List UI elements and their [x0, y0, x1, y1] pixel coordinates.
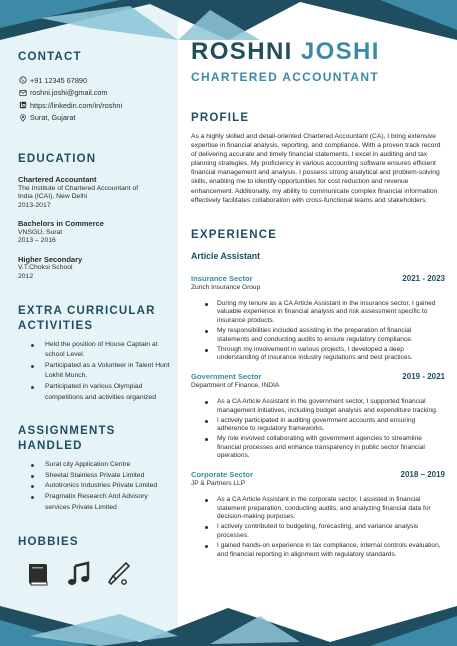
bottom-decorative-band — [0, 606, 457, 646]
hobby-icons — [26, 560, 170, 588]
profile-heading: PROFILE — [191, 112, 250, 124]
extra-heading-line2: ACTIVITIES — [18, 319, 94, 332]
linkedin-icon — [18, 101, 27, 110]
contact-location-text: Surat, Gujarat — [30, 113, 76, 123]
job-title: Corporate Sector — [191, 470, 254, 480]
job-title: Insurance Sector — [191, 273, 253, 283]
list-item: I actively participated in auditing government accounts and ensuring adherence to regulatory frameworks. — [203, 417, 445, 434]
contact-phone[interactable] — [18, 74, 170, 87]
location-icon — [18, 113, 27, 122]
list-item: During my tenure as a CA Article Assistant in the insurance sector, I gained valuable experience in financial analysis and risk assessment specific to insurance products. — [203, 300, 445, 326]
education-line: V.T.Choksi School — [18, 264, 73, 272]
contact-email[interactable] — [18, 87, 170, 100]
job-entry — [191, 274, 445, 363]
education-line: 2013 – 2016 — [18, 237, 56, 245]
job-dates: 2019 - 2021 — [402, 371, 445, 381]
list-item: My responsibilities included assisting in the preparation of financial statements and conducting audits to ensure regulatory compliance. — [203, 327, 445, 344]
experience-heading: EXPERIENCE — [191, 228, 278, 241]
profile-text: As a highly skilled and detail-oriented Chartered Accountant (CA), I bring extensive expertise in financial analysis, reporting, and compliance. With a proven track record of delivering accurate and timely financial statements, I excel in auditing and tax planning strategies. My proficiency in various accounting software ensures efficient financial management and analysis. I possess strong analytical and problem-solving skills, enabling me to identify opportunities for cost reduction and revenue enhancement. Additionally, my ability to communicate complex financial information effectively facilitates collaboration with cross-functional teams and stakeholders. — [191, 133, 441, 204]
education-line: 2012 — [18, 273, 34, 281]
list-item: Participated as a Volunteer in Talent Hunt Lokhit Munch. — [18, 361, 170, 382]
job-org: JP & Partners LLP — [191, 480, 246, 488]
contact-linkedin[interactable] — [18, 99, 170, 112]
education-entry — [18, 175, 170, 210]
music-note-icon — [66, 560, 92, 588]
cricket-bat-icon — [106, 560, 132, 588]
education-title: Higher Secondary — [18, 254, 83, 264]
whatsapp-icon — [18, 76, 27, 85]
experience-subheading: Article Assistant — [191, 250, 261, 261]
candidate-role: CHARTERED ACCOUNTANT — [191, 70, 379, 84]
contact-location — [18, 112, 170, 125]
list-item: Through my involvement in various projects, I developed a deep understanding of insurance industry regulations and best practices. — [203, 346, 445, 363]
list-item: Pragmatix Research And Advisory services Private Limited — [18, 492, 170, 513]
job-bullets — [203, 398, 445, 461]
list-item: Surat city Application Centre — [18, 460, 170, 471]
contact-linkedin-text: https://linkedin.com/in/roshni — [30, 100, 123, 110]
job-title: Government Sector — [191, 371, 262, 381]
main-content — [191, 38, 445, 561]
list-item: I actively contributed to budgeting, forecasting, and variance analysis processes. — [203, 523, 445, 540]
contact-heading: CONTACT — [18, 51, 82, 63]
list-item: Sheetal Stainless Private Limited — [18, 471, 170, 482]
sidebar — [18, 50, 170, 588]
job-org: Zurich Insurance Group — [191, 283, 261, 291]
extra-heading-line1: EXTRA CURRICULAR — [18, 304, 156, 317]
assignments-list — [18, 460, 170, 513]
assignments-heading: ASSIGNMENTS HANDLED — [18, 425, 116, 453]
contact-email-text: roshni.joshi@gmail.com — [30, 88, 108, 98]
education-line: India (ICAI), New Delhi — [18, 193, 88, 201]
list-item: Autotronics Industries Private Limited — [18, 481, 170, 492]
last-name: JOSHI — [300, 38, 380, 65]
top-decorative-band — [0, 0, 457, 40]
list-item: Held the position of House Captain at school Level. — [18, 340, 170, 361]
job-dates: 2021 - 2023 — [402, 273, 445, 283]
education-title: Bachelors in Commerce — [18, 219, 104, 229]
list-item: As a CA Article Assistant in the corporate sector, I assisted in financial statement preparation, conducting audits, and analyzing financial data for decision-making purposes. — [203, 496, 445, 522]
education-line: The Institute of Chartered Accountant of — [18, 184, 139, 192]
job-dates: 2018 – 2019 — [400, 470, 445, 480]
list-item: As a CA Article Assistant in the government sector, I supported financial management initiatives, including budget analysis and expenditure tracking. — [203, 398, 445, 415]
extra-curricular-list — [18, 340, 170, 404]
education-heading: EDUCATION — [18, 153, 97, 165]
education-entry — [18, 255, 170, 282]
contact-phone-text: +91 12345 67890 — [30, 75, 88, 85]
education-line: VNSGU, Surat — [18, 228, 63, 236]
list-item: I gained hands-on experience in tax compliance, internal controls evaluation, and financial reporting in alignment with regulatory standards. — [203, 542, 445, 559]
book-icon — [26, 560, 52, 588]
candidate-name — [191, 38, 445, 66]
list-item: My role involved collaborating with government agencies to streamline financial processes and enhance transparency in public sector financial operations. — [203, 435, 445, 461]
extra-curricular-heading — [18, 304, 170, 334]
job-org: Department of Finance, INDIA — [191, 381, 280, 389]
list-item: Participated in various Olympiad competitions and activities organized — [18, 382, 170, 403]
job-bullets — [203, 300, 445, 363]
education-title: Chartered Accountant — [18, 175, 97, 184]
job-entry — [191, 470, 445, 559]
education-line: 2013-2017 — [18, 201, 51, 209]
first-name: ROSHNI — [191, 38, 293, 65]
hobbies-heading: HOBBIES — [18, 536, 79, 549]
education-entry — [18, 219, 170, 246]
job-bullets — [203, 496, 445, 559]
mail-icon — [18, 88, 27, 97]
contact-list — [18, 74, 170, 124]
job-entry — [191, 372, 445, 461]
